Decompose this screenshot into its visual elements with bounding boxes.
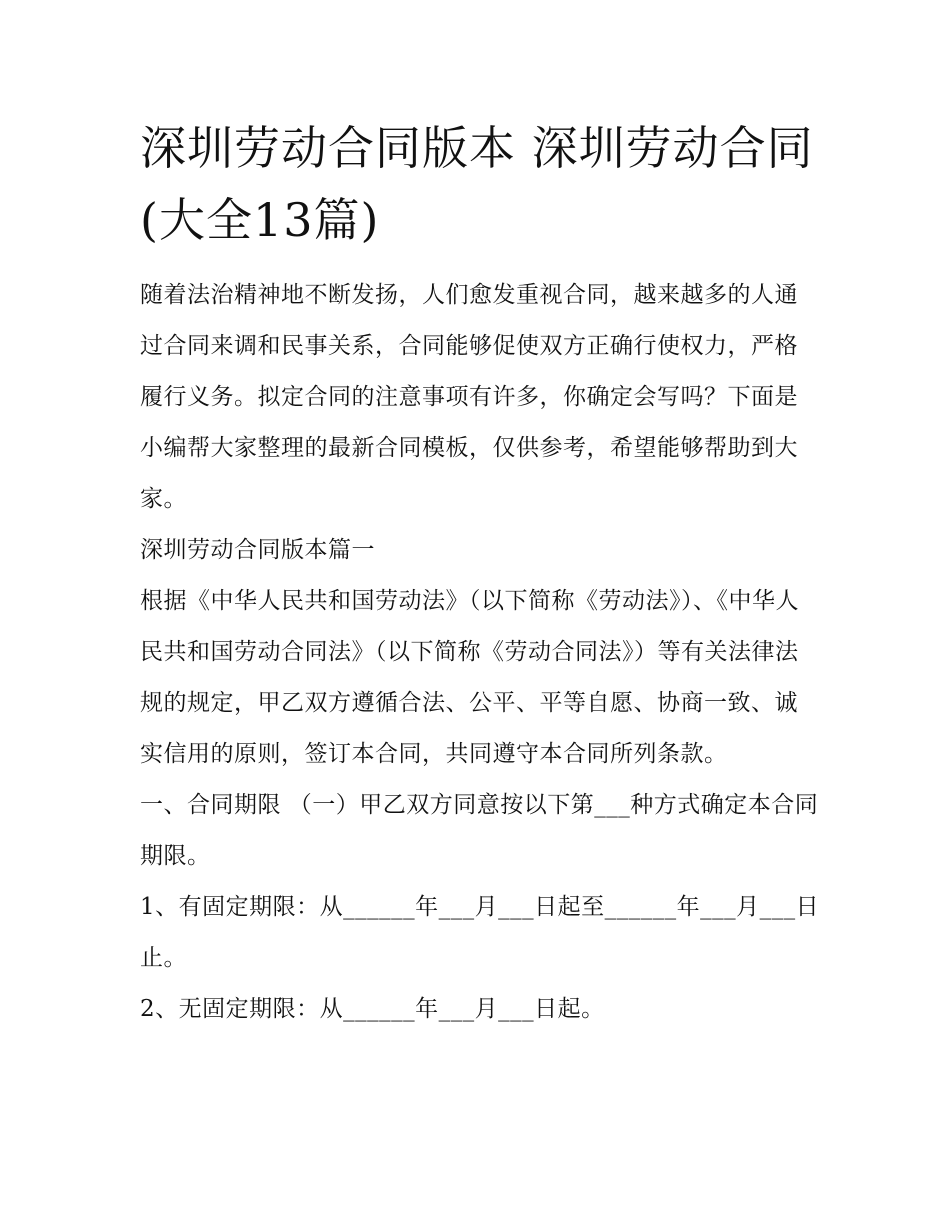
clause-fixed-term: 1、有固定期限：从______年___月___日起至______年___月___日止。 bbox=[140, 894, 820, 971]
clause-open-term: 2、无固定期限：从______年___月___日起。 bbox=[140, 996, 605, 1022]
document-page bbox=[140, 112, 820, 1035]
document-title: 深圳劳动合同版本 深圳劳动合同(大全13篇) bbox=[140, 121, 814, 247]
section-heading: 深圳劳动合同版本篇一 bbox=[140, 537, 375, 563]
intro-paragraph: 随着法治精神地不断发扬，人们愈发重视合同，越来越多的人通过合同来调和民事关系，合同能够促使双方正确行使权力，严格履行义务。拟定合同的注意事项有许多，你确定会写吗？下面是小编帮大家整理的最新合同模板，仅供参考，希望能够帮助到大家。 bbox=[140, 282, 798, 512]
clause-contract-term: 一、合同期限 （一）甲乙双方同意按以下第___种方式确定本合同期限。 bbox=[140, 792, 819, 869]
preamble-paragraph: 根据《中华人民共和国劳动法》（以下简称《劳动法》）、《中华人民共和国劳动合同法》（以下简称《劳动合同法》）等有关法律法规的规定，甲乙双方遵循合法、公平、平等自愿、协商一致、诚实信用的原则，签订本合同，共同遵守本合同所列条款。 bbox=[140, 588, 799, 767]
